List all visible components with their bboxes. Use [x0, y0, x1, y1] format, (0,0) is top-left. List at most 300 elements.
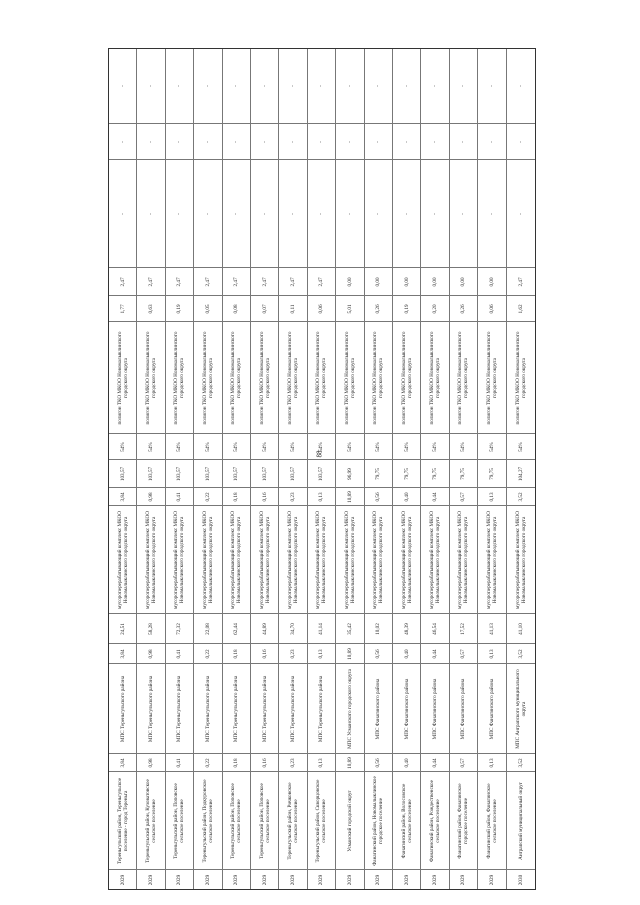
cell-text-system: МПС Тереньгульского района [318, 675, 325, 742]
cell-v2 [137, 643, 164, 663]
cell-text-v2: 0,41 [176, 648, 183, 659]
table-row [279, 49, 307, 889]
cell-v6 [308, 433, 335, 459]
cell-territory [478, 771, 505, 869]
cell-v2 [109, 643, 136, 663]
cell-text-e2: - [261, 140, 268, 143]
table-row [478, 49, 506, 889]
cell-e3 [393, 49, 420, 123]
cell-v2 [251, 643, 278, 663]
cell-system [421, 663, 448, 753]
cell-territory [166, 771, 193, 869]
cell-year [166, 869, 193, 889]
cell-text-e1: - [261, 212, 268, 215]
cell-text-v4: 0,98 [148, 491, 155, 502]
cell-v4 [365, 487, 392, 505]
cell-text-v2: 0,57 [460, 648, 467, 659]
cell-text-v8: 2,47 [176, 276, 183, 287]
cell-v2 [223, 643, 250, 663]
cell-system [251, 663, 278, 753]
cell-e3 [308, 49, 335, 123]
cell-system [279, 663, 306, 753]
cell-text-v5: 103,57 [119, 466, 126, 481]
cell-e1 [421, 159, 448, 267]
cell-e2 [223, 123, 250, 159]
cell-year [365, 869, 392, 889]
cell-v6 [507, 433, 535, 459]
cell-year [279, 869, 306, 889]
cell-text-v4: 3,84 [119, 491, 126, 502]
cell-e3 [365, 49, 392, 123]
cell-v4 [421, 487, 448, 505]
cell-text-territory: Анграпский муниципальный округ [517, 781, 524, 860]
cell-e2 [365, 123, 392, 159]
cell-text-e2: - [148, 140, 155, 143]
cell-complex [478, 505, 505, 613]
cell-text-e1: - [488, 212, 495, 215]
cell-v4 [308, 487, 335, 505]
cell-dest [478, 321, 505, 433]
cell-text-territory: Тереньгульский район, Подкуровское сельское поселение [201, 778, 214, 863]
cell-v2 [308, 643, 335, 663]
cell-text-v6: 54% [375, 441, 382, 452]
cell-e1 [507, 159, 535, 267]
cell-v4 [251, 487, 278, 505]
cell-v7 [223, 295, 250, 321]
cell-text-v8: 2,47 [119, 276, 126, 287]
cell-dest [223, 321, 250, 433]
cell-text-v5: 96,99 [346, 467, 353, 480]
cell-dest [507, 321, 535, 433]
cell-text-system: МПС Усманского городского округа [346, 668, 353, 749]
cell-year [251, 869, 278, 889]
cell-text-v8: 2,47 [290, 276, 297, 287]
cell-v5 [450, 459, 477, 487]
cell-text-v6: 54% [119, 441, 126, 452]
cell-system [336, 663, 363, 753]
cell-e3 [507, 49, 535, 123]
cell-text-complex: мусороперерабатывающий комплекс МКОО Новомалыклинского городского округа [485, 510, 498, 609]
cell-e2 [194, 123, 221, 159]
cell-v1 [279, 753, 306, 771]
cell-v5 [137, 459, 164, 487]
cell-v4 [279, 487, 306, 505]
cell-text-v1: 0,41 [176, 757, 183, 768]
cell-v1 [137, 753, 164, 771]
cell-v2 [166, 643, 193, 663]
cell-v7 [137, 295, 164, 321]
cell-text-territory: Тереньгульский район, Поповское сельское поселение [173, 782, 186, 859]
cell-v7 [308, 295, 335, 321]
cell-v8 [109, 267, 136, 295]
cell-text-e3: - [517, 85, 524, 87]
cell-text-e2: - [290, 140, 297, 143]
cell-e1 [109, 159, 136, 267]
cell-text-v8: 2,47 [148, 276, 155, 287]
cell-year [308, 869, 335, 889]
cell-v8 [507, 267, 535, 295]
cell-text-complex: мусороперерабатывающий комплекс МКОО Новомалыклинского городского округа [315, 510, 328, 609]
cell-text-v5: 103,57 [290, 466, 297, 481]
cell-v4 [194, 487, 221, 505]
cell-text-v6: 54% [403, 441, 410, 452]
cell-e3 [109, 49, 136, 123]
cell-text-v3: 72,32 [176, 622, 183, 635]
cell-e2 [166, 123, 193, 159]
cell-e3 [279, 49, 306, 123]
table-row [450, 49, 478, 889]
cell-v5 [393, 459, 420, 487]
cell-text-v4: 10,89 [346, 490, 353, 503]
cell-text-v1: 10,89 [346, 756, 353, 769]
cell-text-v1: 0,98 [148, 757, 155, 768]
cell-text-v5: 79,75 [403, 467, 410, 480]
cell-v1 [166, 753, 193, 771]
cell-v4 [109, 487, 136, 505]
table-row [507, 49, 535, 889]
cell-text-v7: 0,26 [460, 303, 467, 314]
cell-dest [393, 321, 420, 433]
table-row [251, 49, 279, 889]
cell-e1 [478, 159, 505, 267]
cell-text-v8: 0,00 [346, 276, 353, 287]
cell-e3 [336, 49, 363, 123]
cell-year [137, 869, 164, 889]
cell-text-complex: мусороперерабатывающий комплекс МКОО Новомалыклинского городского округа [457, 510, 470, 609]
cell-text-e2: - [346, 140, 353, 143]
cell-text-e1: - [119, 212, 126, 215]
cell-v8 [450, 267, 477, 295]
cell-e3 [251, 49, 278, 123]
cell-text-v5: 79,75 [375, 467, 382, 480]
cell-text-year: 2029 [460, 874, 467, 885]
cell-complex [421, 505, 448, 613]
cell-v6 [137, 433, 164, 459]
cell-e2 [393, 123, 420, 159]
cell-v3 [507, 613, 535, 643]
cell-text-year: 2029 [119, 874, 126, 885]
cell-text-system: МПС Тереньгульского района [148, 675, 155, 742]
cell-text-dest: полигон ТКО МКОО Новомалыклинского городского округа [429, 331, 442, 424]
cell-territory [421, 771, 448, 869]
cell-v2 [478, 643, 505, 663]
cell-text-v8: 0,00 [375, 276, 382, 287]
cell-v1 [365, 753, 392, 771]
cell-text-v8: 2,47 [318, 276, 325, 287]
cell-text-year: 2029 [346, 874, 353, 885]
cell-text-year: 2029 [375, 874, 382, 885]
page-number: 88 [315, 450, 324, 458]
cell-text-e2: - [204, 140, 211, 143]
cell-v7 [421, 295, 448, 321]
cell-text-dest: полигон ТКО МКОО Новомалыклинского городского округа [116, 331, 129, 424]
cell-e2 [421, 123, 448, 159]
cell-text-complex: мусороперерабатывающий комплекс МКОО Новомалыклинского городского округа [173, 510, 186, 609]
cell-year [393, 869, 420, 889]
cell-v3 [194, 613, 221, 643]
cell-text-e2: - [119, 140, 126, 143]
cell-v8 [223, 267, 250, 295]
cell-text-system: МПС Фанагинского района [375, 678, 382, 739]
cell-text-v2: 0,23 [290, 648, 297, 659]
cell-text-v7: 0,26 [375, 303, 382, 314]
cell-text-system: МПС Фанагинского района [488, 678, 495, 739]
cell-v6 [450, 433, 477, 459]
cell-v8 [166, 267, 193, 295]
cell-e2 [450, 123, 477, 159]
cell-v8 [336, 267, 363, 295]
cell-v1 [251, 753, 278, 771]
cell-e1 [137, 159, 164, 267]
cell-e3 [194, 49, 221, 123]
cell-v5 [507, 459, 535, 487]
cell-dest [421, 321, 448, 433]
cell-v8 [421, 267, 448, 295]
cell-text-v1: 0,56 [375, 757, 382, 768]
cell-system [109, 663, 136, 753]
cell-text-complex: мусороперерабатывающий комплекс МКОО Новомалыклинского городского округа [116, 510, 129, 609]
cell-text-v3: 41,10 [517, 622, 524, 635]
cell-v8 [194, 267, 221, 295]
cell-text-territory: Тереньгульский район, Ричковское сельское поселение [287, 781, 300, 860]
cell-text-complex: мусороперерабатывающий комплекс МКОО Новомалыклинского городского округа [372, 510, 385, 609]
cell-text-v4: 0,16 [261, 491, 268, 502]
cell-text-e1: - [318, 212, 325, 215]
cell-v3 [336, 613, 363, 643]
cell-text-v8: 0,00 [403, 276, 410, 287]
cell-text-v2: 0,98 [148, 648, 155, 659]
cell-v7 [478, 295, 505, 321]
cell-complex [336, 505, 363, 613]
cell-e3 [450, 49, 477, 123]
cell-text-v6: 54% [233, 441, 240, 452]
cell-text-v5: 79,75 [432, 467, 439, 480]
cell-text-e3: - [403, 85, 410, 87]
cell-text-system: МПС Тереньгульского района [204, 675, 211, 742]
cell-text-v8: 0,00 [432, 276, 439, 287]
cell-text-complex: мусороперерабатывающий комплекс МКОО Новомалыклинского городского округа [514, 510, 527, 609]
cell-e3 [223, 49, 250, 123]
cell-text-territory: Фанагинский район, Фанагинское сельское поселение [485, 782, 498, 859]
cell-text-e2: - [432, 140, 439, 143]
cell-text-v1: 0,23 [290, 757, 297, 768]
cell-text-v1: 0,16 [261, 757, 268, 768]
cell-v6 [478, 433, 505, 459]
cell-complex [308, 505, 335, 613]
cell-text-v7: 0,07 [261, 303, 268, 314]
cell-year [507, 869, 535, 889]
cell-v3 [450, 613, 477, 643]
cell-text-e3: - [346, 85, 353, 87]
cell-text-v2: 0,13 [318, 648, 325, 659]
cell-text-system: МПС Тереньгульского района [290, 675, 297, 742]
cell-text-v6: 54% [432, 441, 439, 452]
table-row [137, 49, 165, 889]
cell-text-year: 2029 [204, 874, 211, 885]
cell-v1 [393, 753, 420, 771]
cell-system [223, 663, 250, 753]
cell-e3 [166, 49, 193, 123]
cell-text-v6: 54% [204, 441, 211, 452]
cell-e1 [308, 159, 335, 267]
cell-text-v7: 5,01 [346, 303, 353, 314]
cell-text-e2: - [233, 140, 240, 143]
cell-territory [109, 771, 136, 869]
cell-text-v2: 10,89 [346, 647, 353, 660]
cell-text-e3: - [233, 85, 240, 87]
cell-text-e3: - [460, 85, 467, 87]
cell-text-v1: 0,13 [488, 757, 495, 768]
cell-text-v3: 46,54 [432, 622, 439, 635]
cell-v7 [450, 295, 477, 321]
cell-text-v7: 0,63 [148, 303, 155, 314]
cell-text-v6: 54% [460, 441, 467, 452]
cell-system [450, 663, 477, 753]
cell-v7 [166, 295, 193, 321]
cell-text-v1: 3,84 [119, 757, 126, 768]
cell-text-v7: 0,06 [318, 303, 325, 314]
cell-v8 [365, 267, 392, 295]
cell-v5 [223, 459, 250, 487]
cell-text-territory: Фанагинский район, Новомалыклинское городское поселение [372, 775, 385, 866]
cell-system [365, 663, 392, 753]
cell-v2 [393, 643, 420, 663]
cell-text-v3: 35,42 [346, 622, 353, 635]
cell-v5 [478, 459, 505, 487]
cell-text-complex: мусороперерабатывающий комплекс МКОО Новомалыклинского городского округа [258, 510, 271, 609]
cell-v7 [336, 295, 363, 321]
cell-complex [393, 505, 420, 613]
cell-text-v3: 41,13 [488, 622, 495, 635]
cell-text-v1: 0,18 [233, 757, 240, 768]
cell-territory [336, 771, 363, 869]
cell-e1 [251, 159, 278, 267]
cell-v6 [166, 433, 193, 459]
cell-text-v2: 3,52 [517, 648, 524, 659]
cell-text-v1: 0,44 [432, 757, 439, 768]
cell-e1 [166, 159, 193, 267]
table-row [336, 49, 364, 889]
cell-e1 [194, 159, 221, 267]
cell-e2 [507, 123, 535, 159]
cell-text-v4: 0,18 [233, 491, 240, 502]
cell-text-dest: полигон ТКО МКОО Новомалыклинского городского округа [201, 331, 214, 424]
cell-text-territory: Тереньгульский район, Поповское сельское поселение [230, 782, 243, 859]
cell-text-territory: Фанагинский район, Фанагинское городское поселение [457, 782, 470, 859]
cell-text-complex: мусороперерабатывающий комплекс МКОО Новомалыклинского городского округа [287, 510, 300, 609]
cell-text-v5: 104,27 [517, 466, 524, 481]
cell-text-e3: - [119, 85, 126, 87]
cell-text-v6: 54% [346, 441, 353, 452]
cell-system [478, 663, 505, 753]
cell-text-e1: - [290, 212, 297, 215]
cell-e1 [450, 159, 477, 267]
cell-text-year: 2029 [148, 874, 155, 885]
cell-text-v7: 0,06 [488, 303, 495, 314]
cell-text-dest: полигон ТКО МКОО Новомалыклинского городского округа [287, 331, 300, 424]
cell-complex [507, 505, 535, 613]
cell-v3 [166, 613, 193, 643]
cell-text-v8: 2,47 [233, 276, 240, 287]
cell-text-v3: 58,28 [148, 622, 155, 635]
cell-v1 [308, 753, 335, 771]
cell-text-e1: - [517, 212, 524, 215]
cell-e1 [223, 159, 250, 267]
cell-year [450, 869, 477, 889]
cell-text-v1: 0,22 [204, 757, 211, 768]
cell-v7 [507, 295, 535, 321]
cell-v1 [109, 753, 136, 771]
cell-text-v1: 0,57 [460, 757, 467, 768]
cell-text-e3: - [290, 85, 297, 87]
cell-text-v5: 79,75 [460, 467, 467, 480]
cell-text-v4: 0,40 [403, 491, 410, 502]
cell-e3 [478, 49, 505, 123]
cell-text-e3: - [432, 85, 439, 87]
cell-text-e1: - [176, 212, 183, 215]
table-row [393, 49, 421, 889]
cell-v8 [308, 267, 335, 295]
cell-text-dest: полигон ТКО МКОО Новомалыклинского городского округа [485, 331, 498, 424]
cell-dest [308, 321, 335, 433]
cell-text-v2: 0,22 [204, 648, 211, 659]
cell-v6 [421, 433, 448, 459]
cell-v4 [336, 487, 363, 505]
cell-text-v3: 17,52 [460, 622, 467, 635]
cell-text-v7: 0,05 [204, 303, 211, 314]
cell-text-territory: Усманский городской округ [346, 789, 353, 852]
cell-v5 [336, 459, 363, 487]
cell-v4 [507, 487, 535, 505]
cell-text-e2: - [176, 140, 183, 143]
cell-v6 [393, 433, 420, 459]
cell-year [109, 869, 136, 889]
cell-v5 [279, 459, 306, 487]
cell-territory [308, 771, 335, 869]
cell-text-v6: 54% [261, 441, 268, 452]
cell-text-v4: 0,41 [176, 491, 183, 502]
cell-text-territory: Тереньгульский район, Поповское сельское поселение [258, 782, 271, 859]
cell-text-v8: 0,00 [488, 276, 495, 287]
cell-dest [166, 321, 193, 433]
cell-text-e1: - [204, 212, 211, 215]
cell-text-territory: Фанагинский район, Волосовское сельское поселение [400, 783, 413, 858]
cell-complex [109, 505, 136, 613]
cell-e1 [279, 159, 306, 267]
cell-text-system: МПС Анграпского муниципального округа [514, 668, 527, 749]
cell-text-v3: 62,44 [233, 622, 240, 635]
cell-text-v4: 0,22 [204, 491, 211, 502]
cell-text-year: 2029 [488, 874, 495, 885]
cell-year [478, 869, 505, 889]
cell-text-year: 2029 [318, 874, 325, 885]
cell-text-system: МПС Фанагинского района [432, 678, 439, 739]
cell-territory [137, 771, 164, 869]
cell-v5 [109, 459, 136, 487]
table-row [308, 49, 336, 889]
cell-v5 [166, 459, 193, 487]
cell-v8 [251, 267, 278, 295]
cell-year [336, 869, 363, 889]
table-row [109, 49, 137, 889]
cell-text-v5: 103,57 [233, 466, 240, 481]
cell-v5 [251, 459, 278, 487]
cell-text-year: 2029 [176, 874, 183, 885]
cell-dest [336, 321, 363, 433]
cell-text-v3: 24,51 [119, 622, 126, 635]
cell-text-complex: мусороперерабатывающий комплекс МКОО Новомалыклинского городского округа [343, 510, 356, 609]
cell-e3 [421, 49, 448, 123]
